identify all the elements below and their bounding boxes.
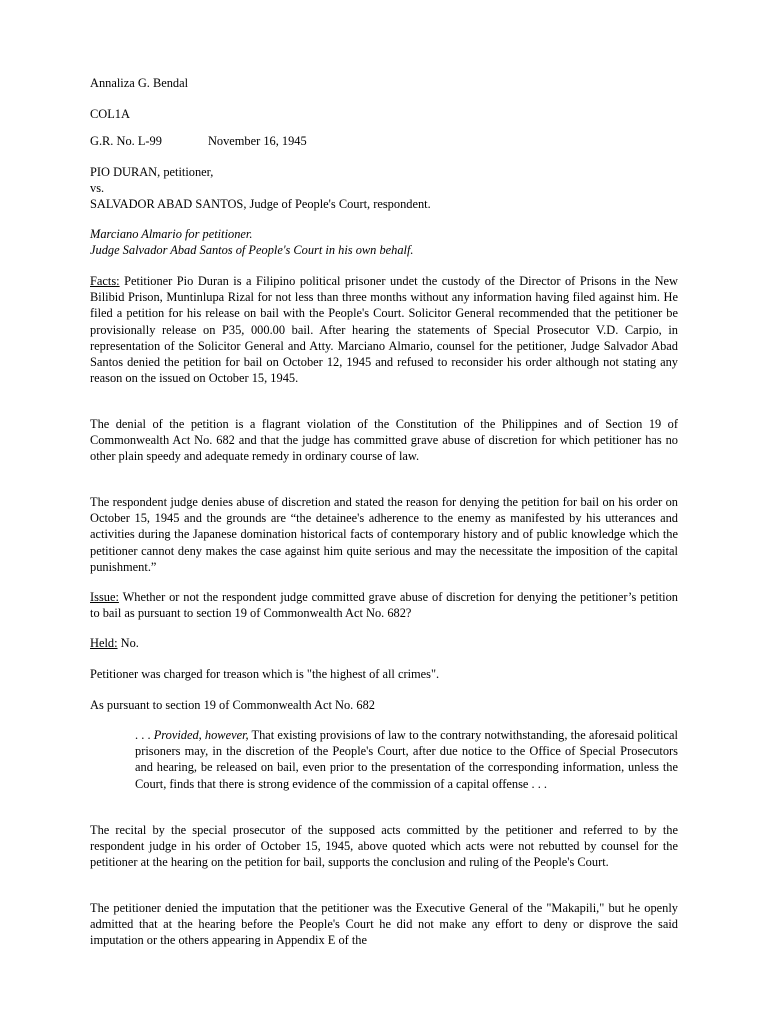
gr-number: G.R. No. L-99 xyxy=(90,134,162,148)
section-code: COL1A xyxy=(90,107,130,121)
facts-label: Facts: xyxy=(90,274,120,288)
case-number-line xyxy=(90,133,307,149)
author-name: Annaliza G. Bendal xyxy=(90,76,189,90)
petitioner-line: PIO DURAN, petitioner, xyxy=(90,165,214,179)
issue-paragraph xyxy=(90,589,678,621)
recital-paragraph: The recital by the special prosecutor of the supposed acts committed by the petitioner and referred to by the respondent judge in his order of October 15, 1945, above quoted which acts were not rebutted by counsel for the petitioner at the hearing on the petition for bail, supports the conclusion and ruling of the People's Court. xyxy=(90,823,678,870)
quote-proviso: Provided, however, xyxy=(153,728,249,742)
denial-paragraph: The denial of the petition is a flagrant violation of the Constitution of the Philippines and of Section 19 of Commonwealth Act No. 682 and that the judge has committed grave abuse of discretion for which petitioner has no other plain speedy and adequate remedy in ordinary course of law. xyxy=(90,417,678,464)
held-label: Held: xyxy=(90,636,118,650)
held-line xyxy=(90,635,139,651)
counsel-petitioner: Marciano Almario for petitioner. xyxy=(90,227,253,241)
quote-text: That existing provisions of law to the contrary notwithstanding, the aforesaid political prisoners may, in the discretion of the People's Court, after due notice to the Office of Special Prosecutors and hearing, be released on bail, even prior to the presentation of the corresponding information, unless the Court, finds that there is strong evidence of the commission of a capital offense . . . xyxy=(135,728,678,791)
issue-text: Whether or not the respondent judge committed grave abuse of discretion for denying the petitioner’s petition to bail as pursuant to section 19 of Commonwealth Act No. 682? xyxy=(90,590,678,621)
quote-ellipsis: . . . xyxy=(135,728,154,742)
facts-text: Petitioner Pio Duran is a Filipino political prisoner undet the custody of the Director of Prisons in the New Bilibid Prison, Muntinlupa Rizal for not less than three months without any information having filed against him. He filed a petition for his release on bail with the People's Court. Solicitor General recommended that the petitioner be provisionally release on P35, 000.00 bail. After hearing the statements of Special Prosecutor V.D. Carpio, in representation of the Solicitor General and Atty. Marciano Almario, counsel for the petitioner, Judge Salvador Abad Santos denied the petition for bail on October 12, 1945 and refused to reconsider his order although not stating any reason on the issued on October 15, 1945. xyxy=(90,274,678,386)
facts-paragraph xyxy=(90,273,678,386)
statute-quote xyxy=(135,727,678,792)
respondent-line: SALVADOR ABAD SANTOS, Judge of People's Court, respondent. xyxy=(90,197,431,211)
respondent-reason-paragraph: The respondent judge denies abuse of discretion and stated the reason for denying the petition for bail on his order on October 15, 1945 and the grounds are “the detainee's adherence to the enemy as manifested by his utterances and activities during the Japanese domination historical facts of contemporary history and of public knowledge which the petitioner cannot deny makes the case against him quite serious and may the necessitate the imposition of the capital punishment.” xyxy=(90,495,678,574)
makapili-paragraph: The petitioner denied the imputation that the petitioner was the Executive General of the "Makapili," but he openly admitted that at the hearing before the People's Court he did not make any effort to deny or disprove the said imputation or the others appearing in Appendix E of the xyxy=(90,901,678,948)
versus: vs. xyxy=(90,181,105,195)
case-date: November 16, 1945 xyxy=(207,134,307,148)
counsel-respondent: Judge Salvador Abad Santos of People's Court in his own behalf. xyxy=(90,243,414,257)
held-text: No. xyxy=(117,636,139,650)
treason-line: Petitioner was charged for treason which is "the highest of all crimes". xyxy=(90,667,440,681)
issue-label: Issue: xyxy=(90,590,119,604)
pursuant-line: As pursuant to section 19 of Commonwealth Act No. 682 xyxy=(90,698,375,712)
